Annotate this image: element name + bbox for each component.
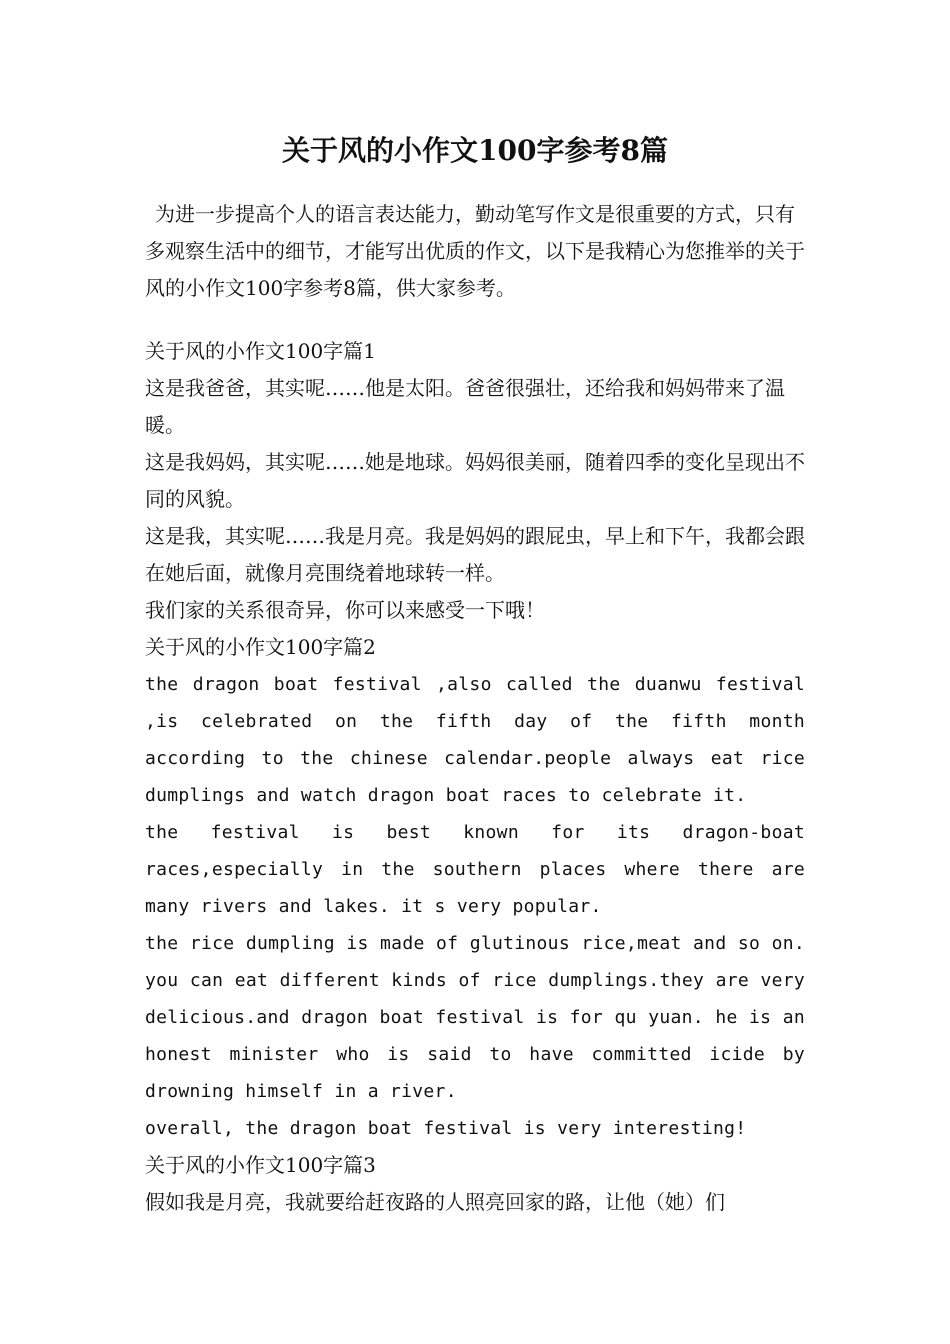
section-2-paragraph-2: the festival is best known for its dragon-boat races,especially in the southern places where there are many rivers and lakes. it s very popular. bbox=[145, 822, 805, 917]
section-1-heading: 关于风的小作文100字篇1 bbox=[145, 339, 376, 363]
intro-paragraph: 为进一步提高个人的语言表达能力，勤动笔写作文是很重要的方式，只有多观察生活中的细节，才能写出优质的作文，以下是我精心为您推举的关于风的小作文100字参考8篇，供大家参考。 bbox=[145, 202, 805, 300]
section-2-heading: 关于风的小作文100字篇2 bbox=[145, 635, 376, 659]
section-1-paragraph-1: 这是我爸爸，其实呢……他是太阳。爸爸很强壮，还给我和妈妈带来了温暖。 bbox=[145, 376, 785, 437]
section-2-paragraph-4: overall, the dragon boat festival is very interesting! bbox=[145, 1118, 747, 1139]
document-title: 关于风的小作文100字参考8篇 bbox=[282, 134, 668, 167]
section-1-paragraph-3: 这是我，其实呢……我是月亮。我是妈妈的跟屁虫，早上和下午，我都会跟在她后面，就像月亮围绕着地球转一样。 bbox=[145, 524, 805, 585]
section-1-paragraph-2: 这是我妈妈，其实呢……她是地球。妈妈很美丽，随着四季的变化呈现出不同的风貌。 bbox=[145, 450, 805, 511]
section-2-paragraph-3: the rice dumpling is made of glutinous rice,meat and so on. you can eat different kinds of rice dumplings.they are very delicious.and dragon boat festival is for qu yuan. he is an honest minister who is said to have committed icide by drowning himself in a river. bbox=[145, 933, 805, 1102]
section-3-heading: 关于风的小作文100字篇3 bbox=[145, 1153, 376, 1177]
section-3-paragraph-1: 假如我是月亮，我就要给赶夜路的人照亮回家的路，让他（她）们 bbox=[145, 1190, 725, 1214]
document-body bbox=[145, 196, 805, 1221]
section-2-paragraph-1: the dragon boat festival ,also called the duanwu festival ,is celebrated on the fifth day of the fifth month according to the chinese calendar.people always eat rice dumplings and watch dragon boat races to celebrate it. bbox=[145, 674, 805, 806]
section-1-paragraph-4: 我们家的关系很奇异，你可以来感受一下哦！ bbox=[145, 598, 545, 622]
